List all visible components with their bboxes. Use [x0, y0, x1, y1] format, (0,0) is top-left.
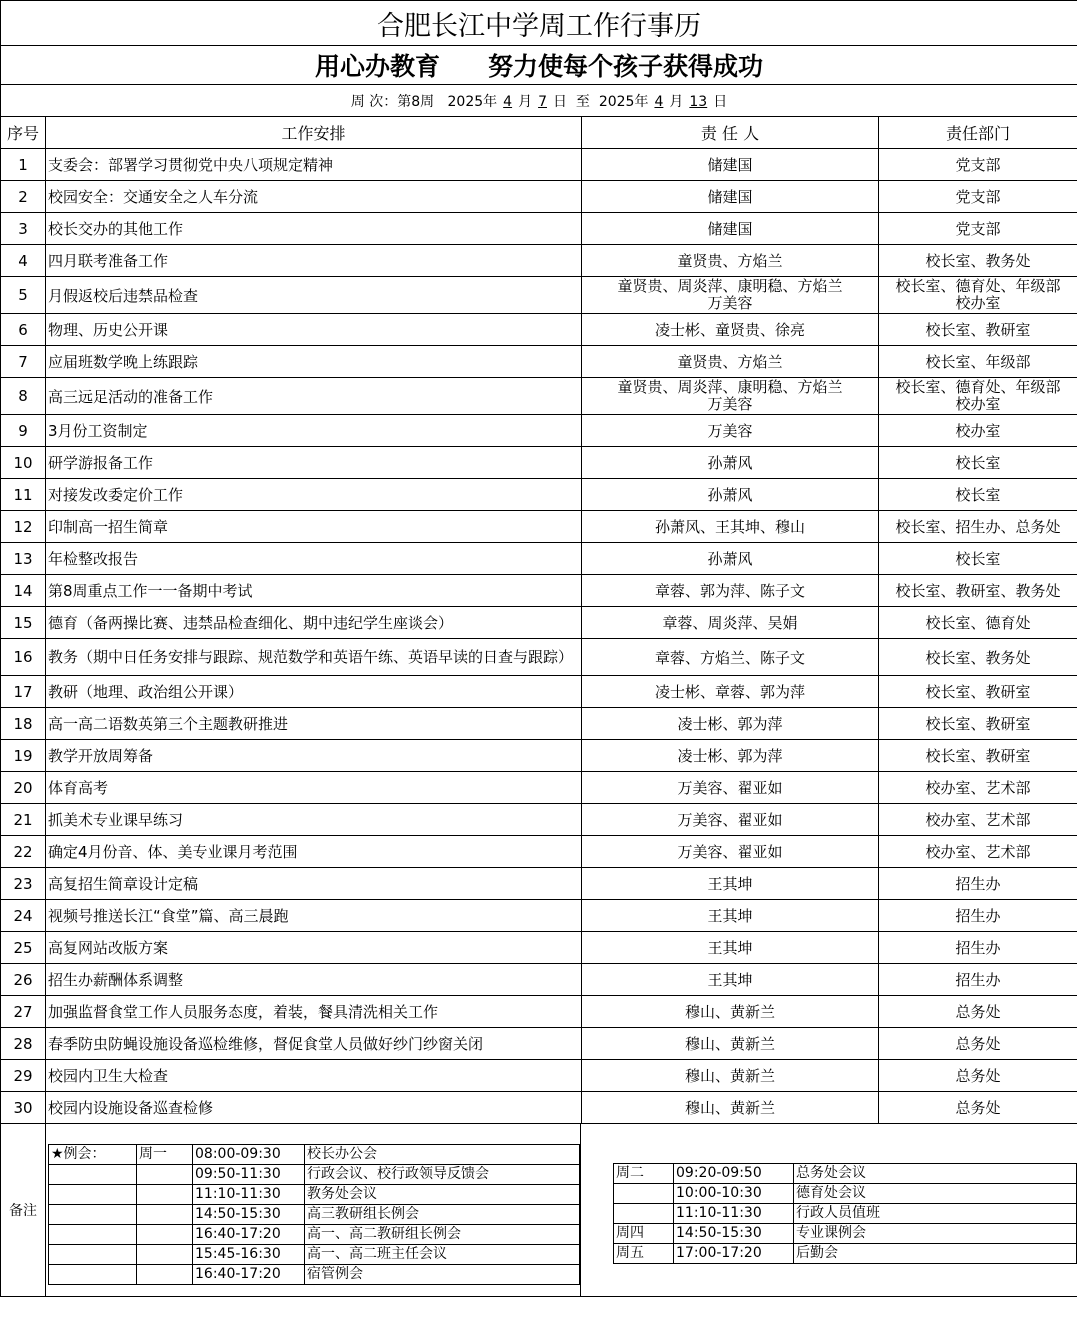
slogan-left: 用心办教育 [314, 52, 440, 81]
header-dept: 责任部门 [879, 117, 1077, 149]
row-number: 7 [1, 346, 46, 378]
row-number: 4 [1, 245, 46, 277]
row-person: 王其坤 [582, 932, 879, 964]
meeting-item: 高三教研组长例会 [305, 1205, 580, 1225]
meeting-time: 09:50-11:30 [193, 1165, 305, 1185]
meeting-item [614, 1224, 1077, 1244]
meeting-item: 宿管例会 [305, 1265, 580, 1285]
start-day: 7 [538, 93, 547, 110]
row-task: 春季防虫防蝇设施设备巡检维修，督促食堂人员做好纱门纱窗关闭 [46, 1028, 582, 1060]
meeting-item [614, 1244, 1077, 1264]
start-day-unit: 日 [553, 93, 567, 110]
table-row [1, 575, 1077, 607]
row-dept: 校长室、教研室 [879, 708, 1077, 740]
meeting-day: 周一 [137, 1145, 193, 1165]
row-person: 童贤贵、周炎萍、康明稳、方焰兰 万美容 [582, 277, 879, 314]
row-person: 王其坤 [582, 868, 879, 900]
row-number: 10 [1, 447, 46, 479]
row-number: 1 [1, 149, 46, 181]
row-person: 万美容 [582, 415, 879, 447]
meeting-title [49, 1265, 137, 1285]
table-row [1, 511, 1077, 543]
row-dept: 校长室、教务处 [879, 245, 1077, 277]
row-person: 王其坤 [582, 900, 879, 932]
row-person: 童贤贵、方焰兰 [582, 245, 879, 277]
header-person: 责 任 人 [582, 117, 879, 149]
meeting-time: 09:20-09:50 [674, 1164, 794, 1184]
row-dept: 党支部 [879, 149, 1077, 181]
row-dept: 校长室、教务处 [879, 639, 1077, 676]
row-dept: 招生办 [879, 868, 1077, 900]
row-number: 21 [1, 804, 46, 836]
row-number: 22 [1, 836, 46, 868]
meeting-item: 行政人员值班 [794, 1204, 1077, 1224]
table-row [1, 932, 1077, 964]
meeting-day [137, 1165, 193, 1185]
week-range [1, 85, 1077, 117]
table-row [1, 314, 1077, 346]
row-dept: 校长室、德育处 [879, 607, 1077, 639]
meeting-item [614, 1164, 1077, 1184]
table-row [1, 1060, 1077, 1092]
row-task: 教务（期中日任务安排与跟踪、规范数学和英语午练、英语早读的日查与跟踪） [46, 639, 582, 676]
row-dept: 总务处 [879, 996, 1077, 1028]
row-dept: 校办室 [879, 415, 1077, 447]
row-task: 校园内卫生大检查 [46, 1060, 582, 1092]
table-row [1, 543, 1077, 575]
meeting-item [49, 1205, 580, 1225]
meeting-day: 周四 [614, 1224, 674, 1244]
end-month: 4 [654, 93, 664, 110]
meeting-item: 总务处会议 [794, 1164, 1077, 1184]
row-task: 教研（地理、政治组公开课） [46, 676, 582, 708]
row-dept: 校长室、德育处、年级部 校办室 [879, 378, 1077, 415]
row-task: 高复网站改版方案 [46, 932, 582, 964]
row-number: 15 [1, 607, 46, 639]
row-dept: 校长室 [879, 543, 1077, 575]
row-task: 第8周重点工作一一备期中考试 [46, 575, 582, 607]
table-row [1, 213, 1077, 245]
row-dept: 党支部 [879, 181, 1077, 213]
row-task: 体育高考 [46, 772, 582, 804]
row-number: 30 [1, 1092, 46, 1124]
row-number: 17 [1, 676, 46, 708]
row-task: 四月联考准备工作 [46, 245, 582, 277]
meeting-item: 高一、高二班主任会议 [305, 1245, 580, 1265]
row-dept: 党支部 [879, 213, 1077, 245]
row-number: 2 [1, 181, 46, 213]
row-person: 章蓉、周炎萍、吴娟 [582, 607, 879, 639]
meeting-time: 11:10-11:30 [674, 1204, 794, 1224]
row-dept: 校长室、教研室、教务处 [879, 575, 1077, 607]
table-row [1, 447, 1077, 479]
row-number: 16 [1, 639, 46, 676]
row-task: 支委会：部署学习贯彻党中央八项规定精神 [46, 149, 582, 181]
meeting-item: 德育处会议 [794, 1184, 1077, 1204]
end-year: 2025年 [598, 93, 649, 110]
row-dept: 校长室、教研室 [879, 314, 1077, 346]
row-dept: 校长室、德育处、年级部 校办室 [879, 277, 1077, 314]
table-row [1, 836, 1077, 868]
meeting-item: 校长办公会 [305, 1145, 580, 1165]
row-dept: 招生办 [879, 932, 1077, 964]
meeting-item [49, 1225, 580, 1245]
table-row [1, 181, 1077, 213]
row-task: 教学开放周筹备 [46, 740, 582, 772]
end-day: 13 [689, 93, 708, 110]
notes-left [46, 1124, 581, 1296]
slogan-right: 努力使每个孩子获得成功 [488, 52, 764, 81]
row-number: 24 [1, 900, 46, 932]
row-dept: 招生办 [879, 964, 1077, 996]
notes-content [46, 1124, 1077, 1297]
row-number: 14 [1, 575, 46, 607]
row-task: 校园安全：交通安全之人车分流 [46, 181, 582, 213]
row-person: 穆山、黄新兰 [582, 996, 879, 1028]
row-person: 童贤贵、方焰兰 [582, 346, 879, 378]
table-row [1, 676, 1077, 708]
row-person: 章蓉、郭为萍、陈子文 [582, 575, 879, 607]
meeting-day [614, 1184, 674, 1204]
row-number: 23 [1, 868, 46, 900]
row-task: 加强监督食堂工作人员服务态度，着装，餐具清洗相关工作 [46, 996, 582, 1028]
row-task: 应届班数学晚上练跟踪 [46, 346, 582, 378]
row-dept: 校长室、招生办、总务处 [879, 511, 1077, 543]
meeting-item: 行政会议、校行政领导反馈会 [305, 1165, 580, 1185]
header-no: 序号 [1, 117, 46, 149]
table-row [1, 772, 1077, 804]
meeting-item: 教务处会议 [305, 1185, 580, 1205]
row-person: 万美容、翟亚如 [582, 772, 879, 804]
row-dept: 总务处 [879, 1060, 1077, 1092]
meeting-day [137, 1265, 193, 1285]
row-task: 抓美术专业课早练习 [46, 804, 582, 836]
meeting-time: 08:00-09:30 [193, 1145, 305, 1165]
table-row [1, 964, 1077, 996]
row-dept: 总务处 [879, 1028, 1077, 1060]
row-person: 凌士彬、郭为萍 [582, 740, 879, 772]
row-dept: 校长室、年级部 [879, 346, 1077, 378]
meeting-time: 17:00-17:20 [674, 1244, 794, 1264]
week-label: 周 次：第8周 [350, 93, 435, 110]
table-row [1, 479, 1077, 511]
meeting-item [49, 1145, 580, 1165]
row-task: 物理、历史公开课 [46, 314, 582, 346]
table-row [1, 415, 1077, 447]
row-person: 储建国 [582, 149, 879, 181]
meeting-item [49, 1185, 580, 1205]
range-to: 至 [575, 93, 590, 110]
row-person: 万美容、翟亚如 [582, 804, 879, 836]
row-person: 孙萧风 [582, 543, 879, 575]
table-row [1, 346, 1077, 378]
end-month-unit: 月 [669, 93, 684, 110]
row-task: 印制高一招生简章 [46, 511, 582, 543]
row-task: 校长交办的其他工作 [46, 213, 582, 245]
row-task: 3月份工资制定 [46, 415, 582, 447]
row-dept: 校长室 [879, 479, 1077, 511]
header-task: 工作安排 [46, 117, 582, 149]
page-title: 合肥长江中学周工作行事历 [1, 1, 1077, 46]
table-header [1, 117, 1077, 149]
meeting-time: 14:50-15:30 [674, 1224, 794, 1244]
row-person: 万美容、翟亚如 [582, 836, 879, 868]
row-person: 王其坤 [582, 964, 879, 996]
row-dept: 招生办 [879, 900, 1077, 932]
row-dept: 校办室、艺术部 [879, 772, 1077, 804]
row-dept: 校长室、教研室 [879, 740, 1077, 772]
meeting-time: 11:10-11:30 [193, 1185, 305, 1205]
table-row [1, 245, 1077, 277]
notes-row [1, 1124, 1077, 1297]
meeting-day: 周五 [614, 1244, 674, 1264]
row-number: 29 [1, 1060, 46, 1092]
row-dept: 校办室、艺术部 [879, 804, 1077, 836]
meeting-title [49, 1205, 137, 1225]
row-dept: 总务处 [879, 1092, 1077, 1124]
start-year: 2025年 [447, 93, 498, 110]
table-row [1, 708, 1077, 740]
row-task: 视频号推送长江“食堂”篇、高三晨跑 [46, 900, 582, 932]
meeting-title [49, 1225, 137, 1245]
row-person: 凌士彬、郭为萍 [582, 708, 879, 740]
notes-right [581, 1124, 1077, 1296]
row-person: 凌士彬、章蓉、郭为萍 [582, 676, 879, 708]
meeting-day [137, 1185, 193, 1205]
table-row [1, 149, 1077, 181]
meeting-item [49, 1265, 580, 1285]
meeting-title [49, 1245, 137, 1265]
row-number: 13 [1, 543, 46, 575]
row-person: 孙萧风 [582, 479, 879, 511]
row-number: 20 [1, 772, 46, 804]
row-task: 确定4月份音、体、美专业课月考范围 [46, 836, 582, 868]
notes-label: 备注 [1, 1124, 46, 1297]
slogan [1, 46, 1077, 85]
meeting-time: 16:40-17:20 [193, 1225, 305, 1245]
row-person: 穆山、黄新兰 [582, 1060, 879, 1092]
row-number: 3 [1, 213, 46, 245]
meeting-time: 14:50-15:30 [193, 1205, 305, 1225]
row-task: 年检整改报告 [46, 543, 582, 575]
meeting-item: 高一、高二教研组长例会 [305, 1225, 580, 1245]
meeting-title: ★例会： [49, 1145, 137, 1165]
row-task: 校园内设施设备巡查检修 [46, 1092, 582, 1124]
row-number: 12 [1, 511, 46, 543]
row-number: 26 [1, 964, 46, 996]
row-person: 凌士彬、童贤贵、徐亮 [582, 314, 879, 346]
row-task: 德育（备两操比赛、违禁品检查细化、期中违纪学生座谈会） [46, 607, 582, 639]
row-number: 27 [1, 996, 46, 1028]
meeting-item: 后勤会 [794, 1244, 1077, 1264]
row-dept: 校长室 [879, 447, 1077, 479]
row-person: 章蓉、方焰兰、陈子文 [582, 639, 879, 676]
row-number: 19 [1, 740, 46, 772]
meeting-item [49, 1165, 580, 1185]
row-number: 18 [1, 708, 46, 740]
row-number: 11 [1, 479, 46, 511]
row-person: 穆山、黄新兰 [582, 1028, 879, 1060]
row-person: 穆山、黄新兰 [582, 1092, 879, 1124]
table-row [1, 740, 1077, 772]
meeting-title [49, 1165, 137, 1185]
row-person: 储建国 [582, 181, 879, 213]
row-person: 孙萧风、王其坤、穆山 [582, 511, 879, 543]
meeting-day [137, 1245, 193, 1265]
row-number: 25 [1, 932, 46, 964]
row-dept: 校办室、艺术部 [879, 836, 1077, 868]
row-dept: 校长室、教研室 [879, 676, 1077, 708]
meeting-item [614, 1184, 1077, 1204]
row-task: 月假返校后违禁品检查 [46, 277, 582, 314]
table-row [1, 900, 1077, 932]
row-task: 高复招生简章设计定稿 [46, 868, 582, 900]
start-month-unit: 月 [518, 93, 533, 110]
table-row [1, 639, 1077, 676]
row-task: 高三远足活动的准备工作 [46, 378, 582, 415]
meeting-day [137, 1205, 193, 1225]
row-task: 对接发改委定价工作 [46, 479, 582, 511]
table-row [1, 804, 1077, 836]
row-task: 招生办薪酬体系调整 [46, 964, 582, 996]
row-number: 8 [1, 378, 46, 415]
meeting-item [49, 1245, 580, 1265]
row-number: 28 [1, 1028, 46, 1060]
row-task: 高一高二语数英第三个主题教研推进 [46, 708, 582, 740]
row-number: 9 [1, 415, 46, 447]
table-row [1, 1092, 1077, 1124]
row-person: 储建国 [582, 213, 879, 245]
row-number: 5 [1, 277, 46, 314]
meeting-item [614, 1204, 1077, 1224]
row-person: 孙萧风 [582, 447, 879, 479]
meeting-item: 专业课例会 [794, 1224, 1077, 1244]
table-row [1, 378, 1077, 415]
row-person: 童贤贵、周炎萍、康明稳、方焰兰 万美容 [582, 378, 879, 415]
meeting-time: 15:45-16:30 [193, 1245, 305, 1265]
meeting-day: 周二 [614, 1164, 674, 1184]
row-number: 6 [1, 314, 46, 346]
start-month: 4 [503, 93, 513, 110]
end-day-unit: 日 [713, 93, 728, 110]
table-row [1, 1028, 1077, 1060]
meeting-time: 10:00-10:30 [674, 1184, 794, 1204]
row-task: 研学游报备工作 [46, 447, 582, 479]
meeting-day [137, 1225, 193, 1245]
table-row [1, 277, 1077, 314]
table-row [1, 996, 1077, 1028]
meeting-day [614, 1204, 674, 1224]
table-row [1, 868, 1077, 900]
meeting-time: 16:40-17:20 [193, 1265, 305, 1285]
meeting-title [49, 1185, 137, 1205]
table-row [1, 607, 1077, 639]
